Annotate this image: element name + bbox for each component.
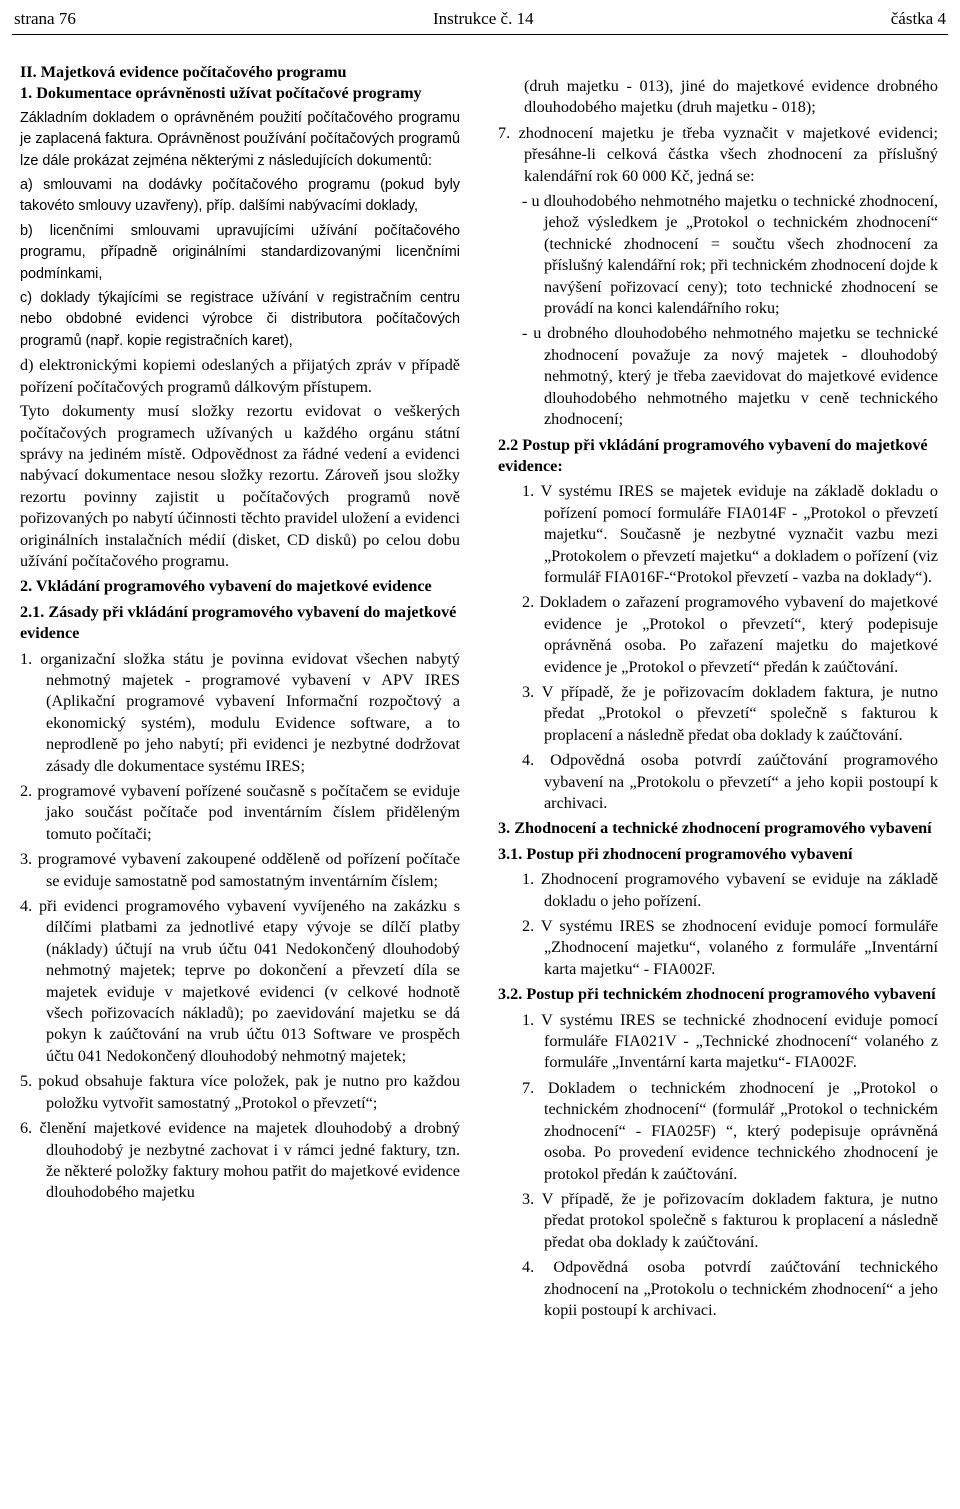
list-item-7: 7. zhodnocení majetku je třeba vyznačit v majetkové evidenci; přesáhne-li celková částka všech zhodnocení za příslušný kalendářní rok 60 000 Kč, jedná se: [498, 123, 938, 185]
list-item-1: 1. organizační složka státu je povinna evidovat všechen nabytý nehmotný majetek - programové vybavení v APV IRES (Aplikační programové vybavení Informační rozpočtový a ekonomický systém), modulu Evidence software, a to neprodleně po jeho nabytí; při evidenci je nezbytné dodržovat zásady dle dokumentace systému IRES; [20, 649, 460, 775]
dash-item-1: - u dlouhodobého nehmotného majetku o technické zhodnocení, jehož výsledkem je „Protokol o technickém zhodnocení“ (technické zhodnocení = součtu všech zhodnocení za příslušný kalendářní rok; při technickém zhodnocení dojde k navýšení pořizovací ceny); toto technické zhodnocení se provádí na konci kalendářního roku; [522, 192, 938, 318]
document-title: Instrukce č. 14 [433, 9, 534, 28]
list-item-4: 4. při evidenci programového vybavení vyvíjeného na zakázku s dílčími platbami za jednotlivé etapy vývoje se dílčí platby (náklady) účtují na vrub účtu 041 Nedokončený dlouhodobý nehmotný majetek; teprve po dokončení a převzetí díla se majetek eviduje v majetkové evidenci (v celkové hodnotě všech pořizovacích nákladů); po zaevidování majetku se dá pokyn k zaúčtování na vrub účtu 013 Software ve prospěch účtu 041 Nedokončený dlouhodobý nehmotný majetek; [20, 897, 460, 1065]
item-d: d) elektronickými kopiemi odeslaných a přijatých zpráv v případě pořízení počítačových programů dálkovým přístupem. [20, 356, 460, 396]
paragraph-tyto: Tyto dokumenty musí složky rezortu evidovat o veškerých počítačových programech užívaných u každého orgánu státní správy na jediném místě. Odpovědnost za řádné vedení a evidenci nabývací dokumentace nesou složky rezortu. Zároveň jsou složky rezortu povinny zajistit u počítačových programů nově pořizovaných po nabytí účinnosti těchto pravidel uložení a evidenci originálních instalačních médií (disket, CD disků) po celou dobu užívání počítačového programu. [20, 402, 460, 570]
page-header [14, 8, 946, 30]
issue-part: částka 4 [890, 9, 946, 28]
technicke-step-4: 4. Odpovědná osoba potvrdí zaúčtování technického zhodnocení na „Protokolu o technickém zhodnocení“ a jeho kopii postoupí k archivaci. [522, 1258, 938, 1319]
header-rule [12, 34, 948, 35]
item-c: c) doklady týkajícími se registrace užívání v registračním centru nebo obdobné evidenci výrobce či distributora počítačových programů (např. kopie registračních karet), [20, 290, 460, 349]
technicke-step-2: 7. Dokladem o technickém zhodnocení je „Protokol o technickém zhodnocení“ (formulář „Protokol o technickém zhodnocení“ - FIA025F) “, který podepisuje oprávněná osoba. Po provedení evidence technického zhodnocení je protokol předán k zaúčtování. [522, 1078, 938, 1183]
left-column [20, 62, 460, 1208]
dash-item-2: - u drobného dlouhodobého nehmotného majetku se technické zhodnocení považuje za nový majetek - dlouhodobý nehmotný, který je třeba zaevidovat do majetkové evidence dlouhodobého nehmotného majetku v ceně technického zhodnocení; [522, 324, 938, 429]
heading-2: 2. Vkládání programového vybavení do majetkové evidence [20, 577, 432, 596]
step-4: 4. Odpovědná osoba potvrdí zaúčtování programového vybavení na „Protokolu o převzetí“ a jeho kopii postoupí k archivaci. [522, 751, 938, 812]
list-item-3: 3. programové vybavení zakoupené odděleně od pořízení počítače se eviduje samostatně pod samostatným inventárním číslem; [20, 850, 460, 890]
continuation-text: (druh majetku - 013), jiné do majetkové evidence drobného dlouhodobého majetku (druh majetku - 018); [524, 77, 938, 117]
step-3: 3. V případě, že je pořizovacím dokladem faktura, je nutno předat „Protokol o převzetí“ společně s fakturou k proplacení a následně předat oba doklady k zaúčtování. [522, 682, 938, 744]
heading-3-2: 3.2. Postup při technickém zhodnocení programového vybavení [498, 985, 936, 1004]
heading-2-1: 2.1. Zásady při vkládání programového vybavení do majetkové evidence [20, 602, 457, 643]
technicke-step-3: 3. V případě, že je pořizovacím dokladem faktura, je nutno předat protokol společně s fakturou k proplacení a následně předat oba doklady k zaúčtování. [522, 1189, 938, 1251]
heading-1: 1. Dokumentace oprávněnosti užívat počítačové programy [20, 84, 422, 103]
step-2: 2. Dokladem o zařazení programového vybavení do majetkové evidence je „Protokol o převzetí“, který podepisuje oprávněná osoba. Po zařazení majetku do majetkové evidence je „Protokol o převzetí“ předán k zaúčtování. [522, 593, 938, 676]
right-column [498, 76, 938, 1325]
item-a: a) smlouvami na dodávky počítačového programu (pokud byly takovéto smlouvy uzavřeny), příp. dalšími nabývacími doklady, [20, 177, 460, 215]
heading-3: 3. Zhodnocení a technické zhodnocení programového vybavení [498, 819, 932, 838]
technicke-step-1: 1. V systému IRES se technické zhodnocení eviduje pomocí formuláře FIA021V - „Technické zhodnocení“ volaného z formuláře „Inventární karta majetku“- FIA002F. [522, 1010, 938, 1072]
item-b: b) licenčními smlouvami upravujícími užívání počítačového programu, případně originálními standardizovanými licenčními podmínkami, [20, 222, 460, 282]
heading-3-1: 3.1. Postup při zhodnocení programového vybavení [498, 844, 853, 863]
heading-2-2: 2.2 Postup při vkládání programového vybavení do majetkové evidence: [498, 435, 928, 475]
step-1: 1. V systému IRES se majetek eviduje na základě dokladu o pořízení pomocí formuláře FIA014F - „Protokol o převzetí majetku“. Současně je nezbytné vyznačit vazbu mezi „Protokolem o převzetí majetku“ a dokladem o pořízení (viz formulář FIA016F-“Protokol převzetí - vazba na doklady“). [522, 482, 938, 586]
list-item-6: 6. členění majetkové evidence na majetek dlouhodobý a drobný dlouhodobý je nezbytné zachovat i v rámci jedné faktury, tzn. že některé položky faktury mohou patřit do majetkové evidence dlouhodobého majetku [20, 1119, 460, 1202]
zhodnoceni-step-2: 2. V systému IRES se zhodnocení eviduje pomocí formuláře „Zhodnocení majetku“, volaného z formuláře „Inventární karta majetku“ - FIA002F. [522, 917, 938, 978]
heading-section-II: II. Majetková evidence počítačového programu [20, 63, 347, 81]
list-item-2: 2. programové vybavení pořízené současně s počítačem se eviduje jako součást počítače pod inventárním číslem přiděleným tomuto počítači; [20, 782, 460, 843]
page-number: strana 76 [14, 9, 76, 28]
zhodnoceni-step-1: 1. Zhodnocení programového vybavení se eviduje na základě dokladu o jeho pořízení. [522, 870, 938, 910]
intro-paragraph: Základním dokladem o oprávněném použití počítačového programu je zaplacená faktura. Oprávněnost používání počítačových programů lze dále prokázat zejména některými z následujících dokumentů: [20, 109, 460, 169]
list-item-5: 5. pokud obsahuje faktura více položek, pak je nutno pro každou položku vytvořit samostatný „Protokol o převzetí“; [20, 1072, 460, 1112]
